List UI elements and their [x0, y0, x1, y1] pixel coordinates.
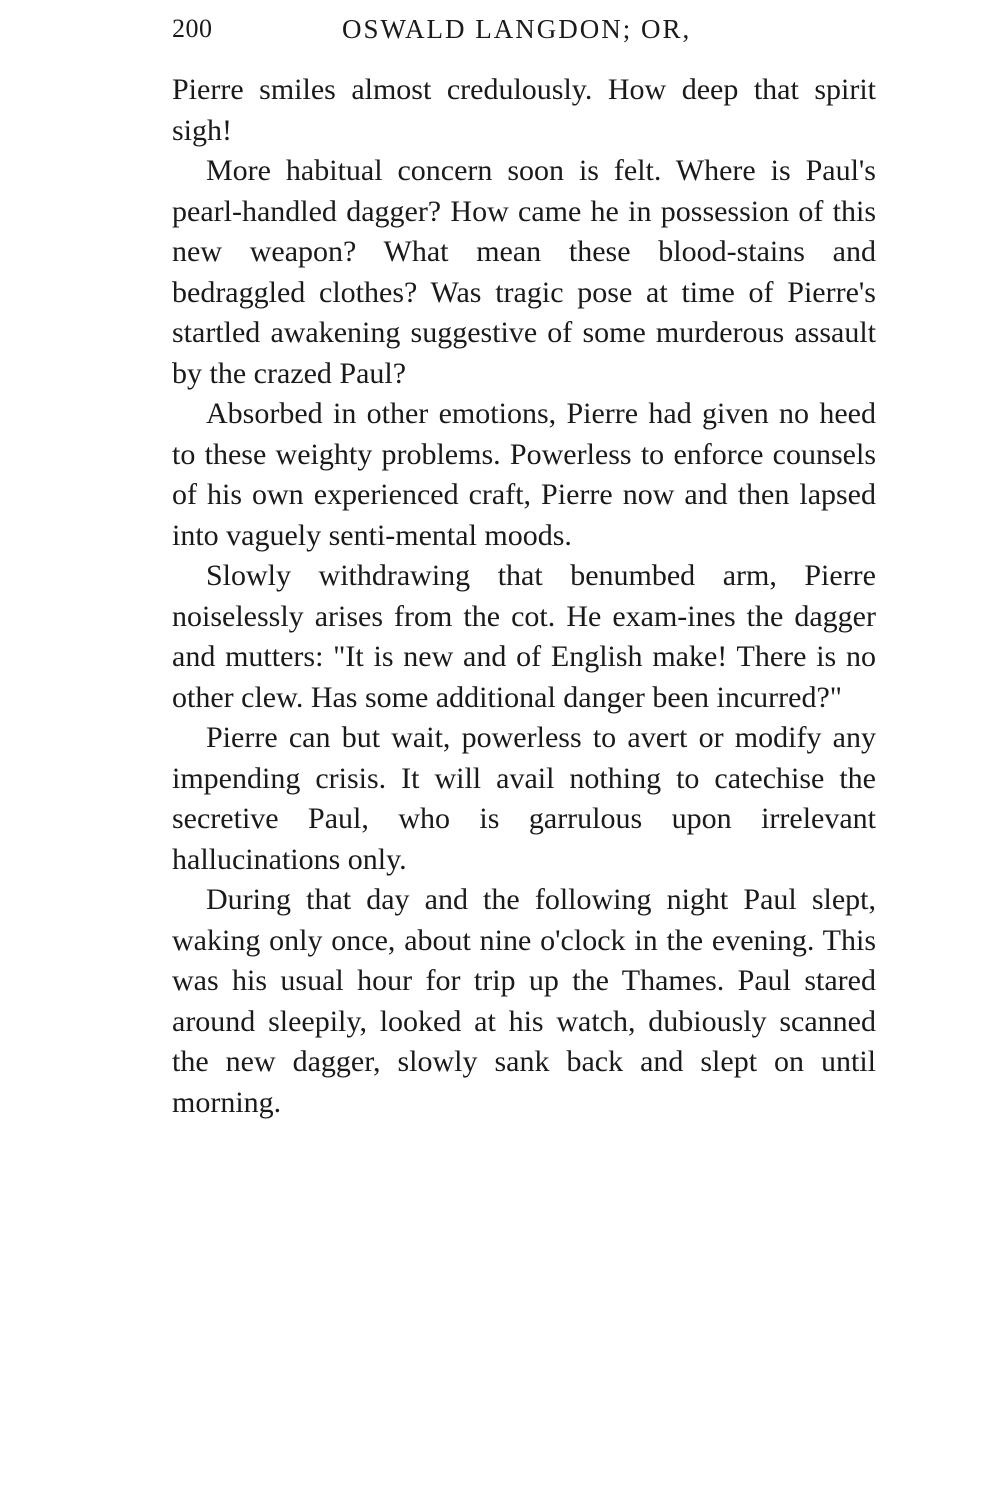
- paragraph: More habitual concern soon is felt. Where is Paul's pearl-handled dagger? How came he in possession of this new weapon? What mean these blood-stains and bedraggled clothes? Was tragic pose at time of Pierre's startled awakening suggestive of some murderous assault by the crazed Paul?: [172, 154, 876, 390]
- page-number: 200: [172, 14, 213, 43]
- paragraph: Slowly withdrawing that benumbed arm, Pierre noiselessly arises from the cot. He exam-ines the dagger and mutters: "It is new and of English make! There is no other clew. Has some additional danger been incurred?": [172, 559, 876, 714]
- running-title: OSWALD LANGDON; OR,: [342, 14, 692, 44]
- body-text: [172, 70, 876, 1123]
- paragraph: Pierre smiles almost credulously. How deep that spirit sigh!: [172, 73, 876, 147]
- paragraph: During that day and the following night Paul slept, waking only once, about nine o'clock in the evening. This was his usual hour for trip up the Thames. Paul stared around sleepily, looked at his watch, dubiously scanned the new dagger, slowly sank back and slept on until morning.: [172, 883, 876, 1119]
- paragraph: Pierre can but wait, powerless to avert or modify any impending crisis. It will avail nothing to catechise the secretive Paul, who is garrulous upon irrelevant hallucinations only.: [172, 721, 876, 876]
- paragraph: Absorbed in other emotions, Pierre had given no heed to these weighty problems. Powerless to enforce counsels of his own experienced craft, Pierre now and then lapsed into vaguely senti-mental moods.: [172, 397, 876, 552]
